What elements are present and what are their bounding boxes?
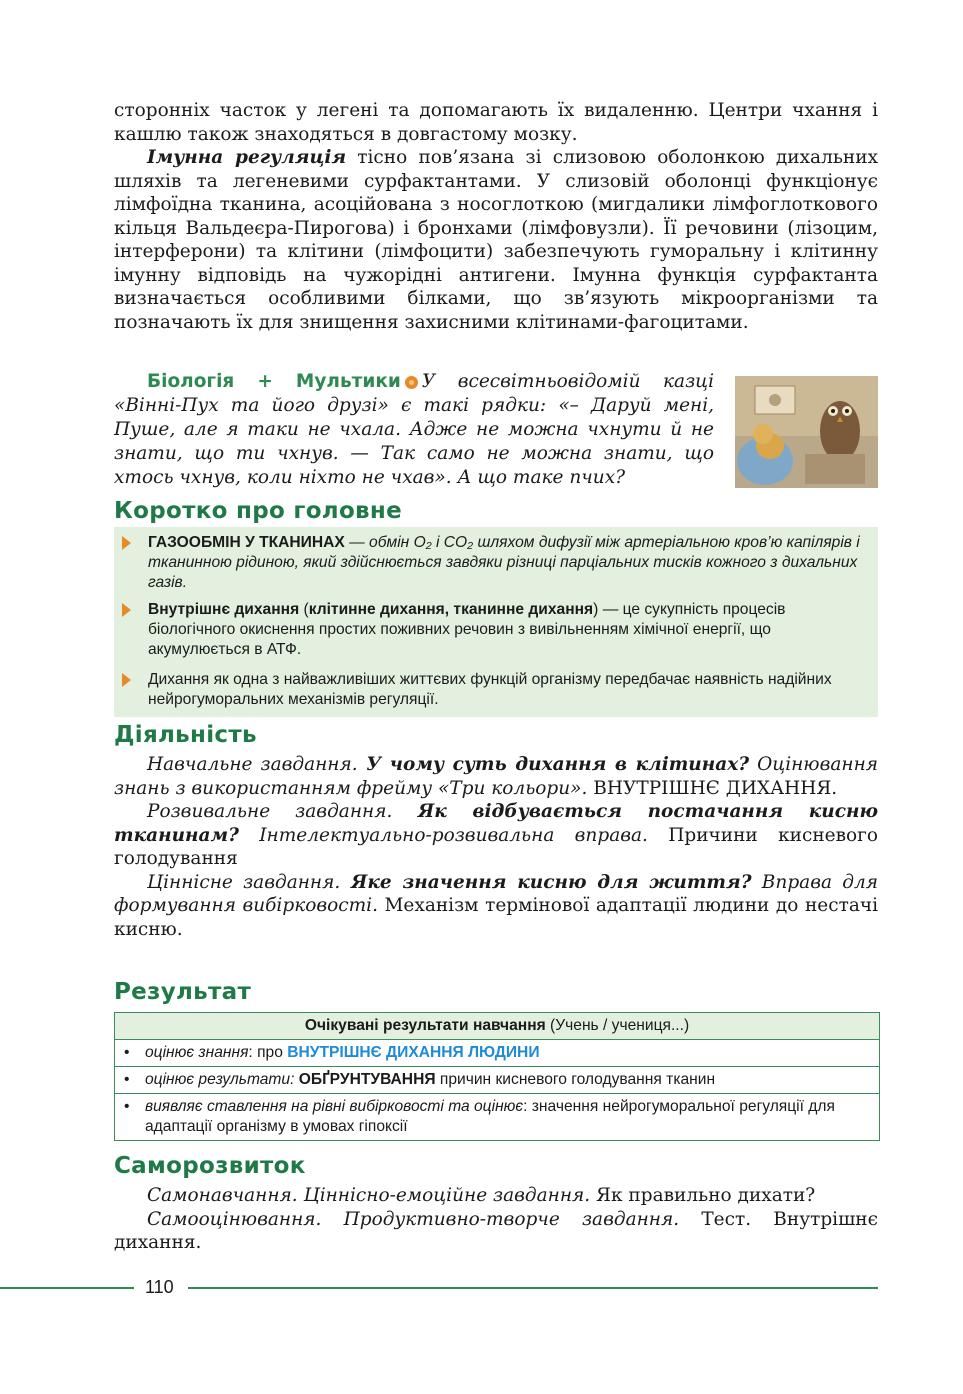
bio-cartoon-label: Біологія + Мультики <box>147 371 401 392</box>
selfdev-item-2: Самооцінювання. Продуктивно-творче завдання. Тест. Внутрішнє дихання. <box>114 1208 878 1253</box>
bio-cartoon-text: У всесвітньовідомій казці «Вінні-Пух та його друзі» є такі рядки: «– Даруй мені, Пуше, але я таки не чхала. Адже не можна чхнути й не знати, що ти чхнув. — Так само не можна знати, що хтось чхнув, коли ніхто не чхав». А що таке пчих? <box>114 371 714 488</box>
immune-regulation-term: Імунна регуляція <box>147 147 347 168</box>
activity-task-2: Розвивальне завдання. Як відбувається постачання кисню тканинам? Інтелектуально-розвивальна вправа. Причини кисневого голодування <box>114 801 878 869</box>
intro-block <box>114 99 878 334</box>
summary-item-gas-exchange: ГАЗООБМІН У ТКАНИНАХ — обмін O₂ і CO₂ шляхом дифузії між артеріальною кров’ю капілярів і тканинною рідиною, який здійснюється завдяки різниці парціальних тисків кожного з дихальних газів. <box>148 533 870 593</box>
selfdev-item-1: Самонавчання. Ціннісно-емоційне завдання. Як правильно дихати? <box>147 1185 816 1206</box>
footer-rule-right <box>188 1287 878 1289</box>
selfdev-block <box>114 1184 878 1255</box>
winnie-pooh-illustration <box>735 376 878 488</box>
summary-item-regulation: Дихання як одна з найважливіших життєвих функцій організму передбачає наявність надійних нейрогуморальних механізмів регуляції. <box>148 670 870 710</box>
result-table-row: • оцінює результати: ОБҐРУНТУВАННЯ причин кисневого голодування тканин <box>115 1066 879 1093</box>
activity-block <box>114 753 878 941</box>
result-table-row: • оцінює знання: про ВНУТРІШНЄ ДИХАННЯ ЛЮДИНИ <box>115 1039 879 1066</box>
arrow-icon <box>122 603 131 617</box>
summary-box <box>114 527 878 717</box>
arrow-icon <box>122 536 131 550</box>
result-table-header: Очікувані результати навчання (Учень / учениця...) <box>115 1013 879 1039</box>
bio-cartoon-block <box>114 370 714 490</box>
immune-regulation-text: тісно пов’язана зі слизовою оболонкою дихальних шляхів та легеневими сурфактантами. У слизовій оболонці функціонує лімфоїдна тканина, асоційована з носоглоткою (мигдалики лімфоглоткового кільця Вальдеєра-Пирогова) і бронхами (лімфовузли). Її речовини (лізоцим, інтерферони) та клітини (лімфоцити) забезпечують гуморальну і клітинну імунну відповідь на чужорідні антигени. Імунна функція сурфактанта визначається особливими білками, що зв’язують мікроорганізми та позначають їх для знищення захисними клітинами-фагоцитами. <box>114 147 878 333</box>
footer-rule-left <box>0 1287 134 1289</box>
page-number: 110 <box>145 1277 174 1297</box>
activity-task-3: Ціннісне завдання. Яке значення кисню для життя? Вправа для формування вибірковості. Механізм термінової адаптації людини до нестачі кисню. <box>114 871 878 940</box>
intro-paragraph-2 <box>114 146 878 334</box>
selfdev-heading: Саморозвиток <box>114 1153 306 1179</box>
flower-icon <box>405 376 418 389</box>
result-heading: Результат <box>114 979 252 1005</box>
activity-heading: Діяльність <box>114 722 257 748</box>
result-table <box>114 1012 880 1141</box>
result-table-row: • виявляє ставлення на рівні вибірковості та оцінює: значення нейрогуморальної регуляції для адаптації організму в умовах гіпоксії <box>115 1093 879 1140</box>
arrow-icon <box>122 673 131 687</box>
summary-item-internal-respiration: Внутрішнє дихання (клітинне дихання, тканинне дихання) — це сукупність процесів біологічного окиснення простих поживних речовин з вивільненням хімічної енергії, що акумулюється в АТФ. <box>148 600 870 660</box>
summary-heading: Коротко про головне <box>114 498 402 524</box>
activity-task-1: Навчальне завдання. У чому суть дихання в клітинах? Оцінювання знань з використанням фрейму «Три кольори». ВНУТРІШНЄ ДИХАННЯ. <box>114 754 878 799</box>
intro-paragraph-1: сторонніх часток у легені та допомагають їх видаленню. Центри чхання і кашлю також знаходяться в довгастому мозку. <box>114 100 878 145</box>
